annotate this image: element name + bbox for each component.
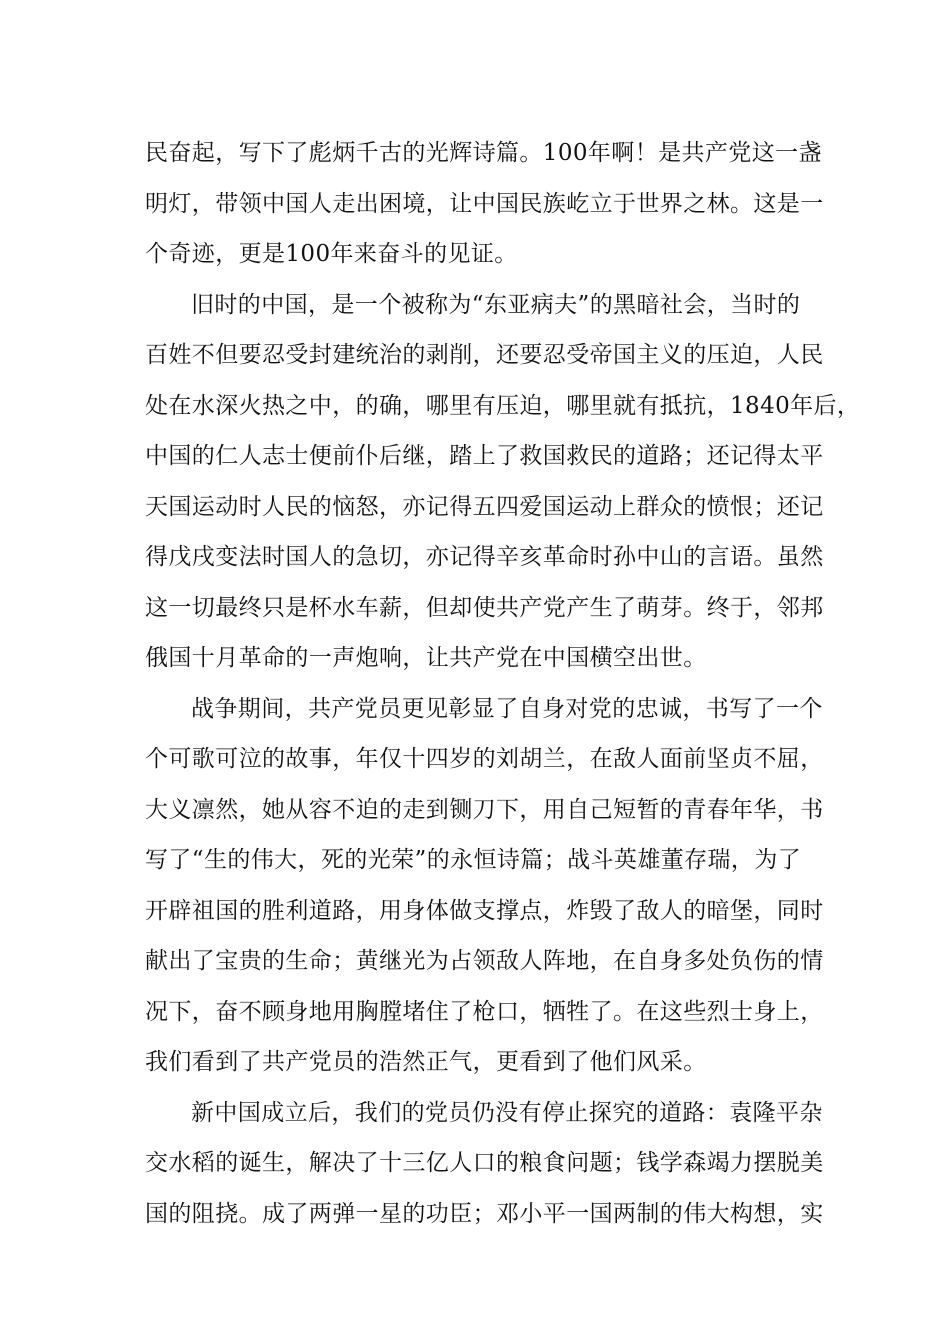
paragraph-first-line: 旧时的中国，是一个被称为“东亚病夫”的黑暗社会，当时的: [191, 291, 801, 318]
text-line: 个奇迹，更是100年来奋斗的见证。: [145, 241, 518, 267]
text-line: 我们看到了共产党员的浩然正气，更看到了他们风采。: [145, 1049, 707, 1075]
text-line: 国的阻挠。成了两弹一星的功臣；邓小平一国两制的伟大构想，实: [145, 1200, 824, 1227]
text-line: 这一切最终只是杯水车薪，但却使共产党产生了萌芽。终于，邻邦: [145, 594, 824, 621]
text-line: 大义凛然，她从容不迫的走到铡刀下，用自己短暂的青春年华，书: [145, 796, 824, 823]
text-line: 个可歌可泣的故事，年仅十四岁的刘胡兰，在敌人面前坚贞不屈，: [145, 746, 824, 772]
text-line: 献出了宝贵的生命；黄继光为占领敌人阵地，在自身多处负伤的情: [145, 948, 824, 974]
paragraph-first-line: 战争期间，共产党员更见彰显了自身对党的忠诚，书写了一个: [191, 695, 823, 722]
text-line: 交水稻的诞生，解决了十三亿人口的粮食问题；钱学森竭力摆脱美: [145, 1150, 824, 1176]
paragraph-first-line: 新中国成立后，我们的党员仍没有停止探究的道路：袁隆平杂: [191, 1099, 823, 1126]
text-line: 明灯，带领中国人走出困境，让中国民族屹立于世界之林。这是一: [145, 190, 824, 217]
text-line: 得戊戌变法时国人的急切，亦记得辛亥革命时孙中山的言语。虽然: [145, 544, 824, 570]
text-line: 天国运动时人民的恼怒，亦记得五四爱国运动上群众的愤恨；还记: [145, 493, 824, 520]
text-line: 处在水深火热之中，的确，哪里有压迫，哪里就有抵抗，1840年后，: [145, 392, 861, 419]
text-line: 开辟祖国的胜利道路，用身体做支撑点，炸毁了敌人的暗堡，同时: [145, 897, 824, 924]
text-line: 况下，奋不顾身地用胸膛堵住了枪口，牺牲了。在这些烈士身上，: [145, 998, 824, 1025]
text-line: 中国的仁人志士便前仆后继，踏上了救国救民的道路；还记得太平: [145, 443, 824, 469]
text-line: 俄国十月革命的一声炮响，让共产党在中国横空出世。: [145, 645, 707, 671]
text-line: 百姓不但要忍受封建统治的剥削，还要忍受帝国主义的压迫，人民: [145, 342, 824, 368]
body-text: [145, 128, 861, 1239]
text-line: 民奋起，写下了彪炳千古的光辉诗篇。100年啊！是共产党这一盏: [145, 140, 822, 166]
text-line: 写了“生的伟大，死的光荣”的永恒诗篇；战斗英雄董存瑞，为了: [145, 847, 802, 873]
